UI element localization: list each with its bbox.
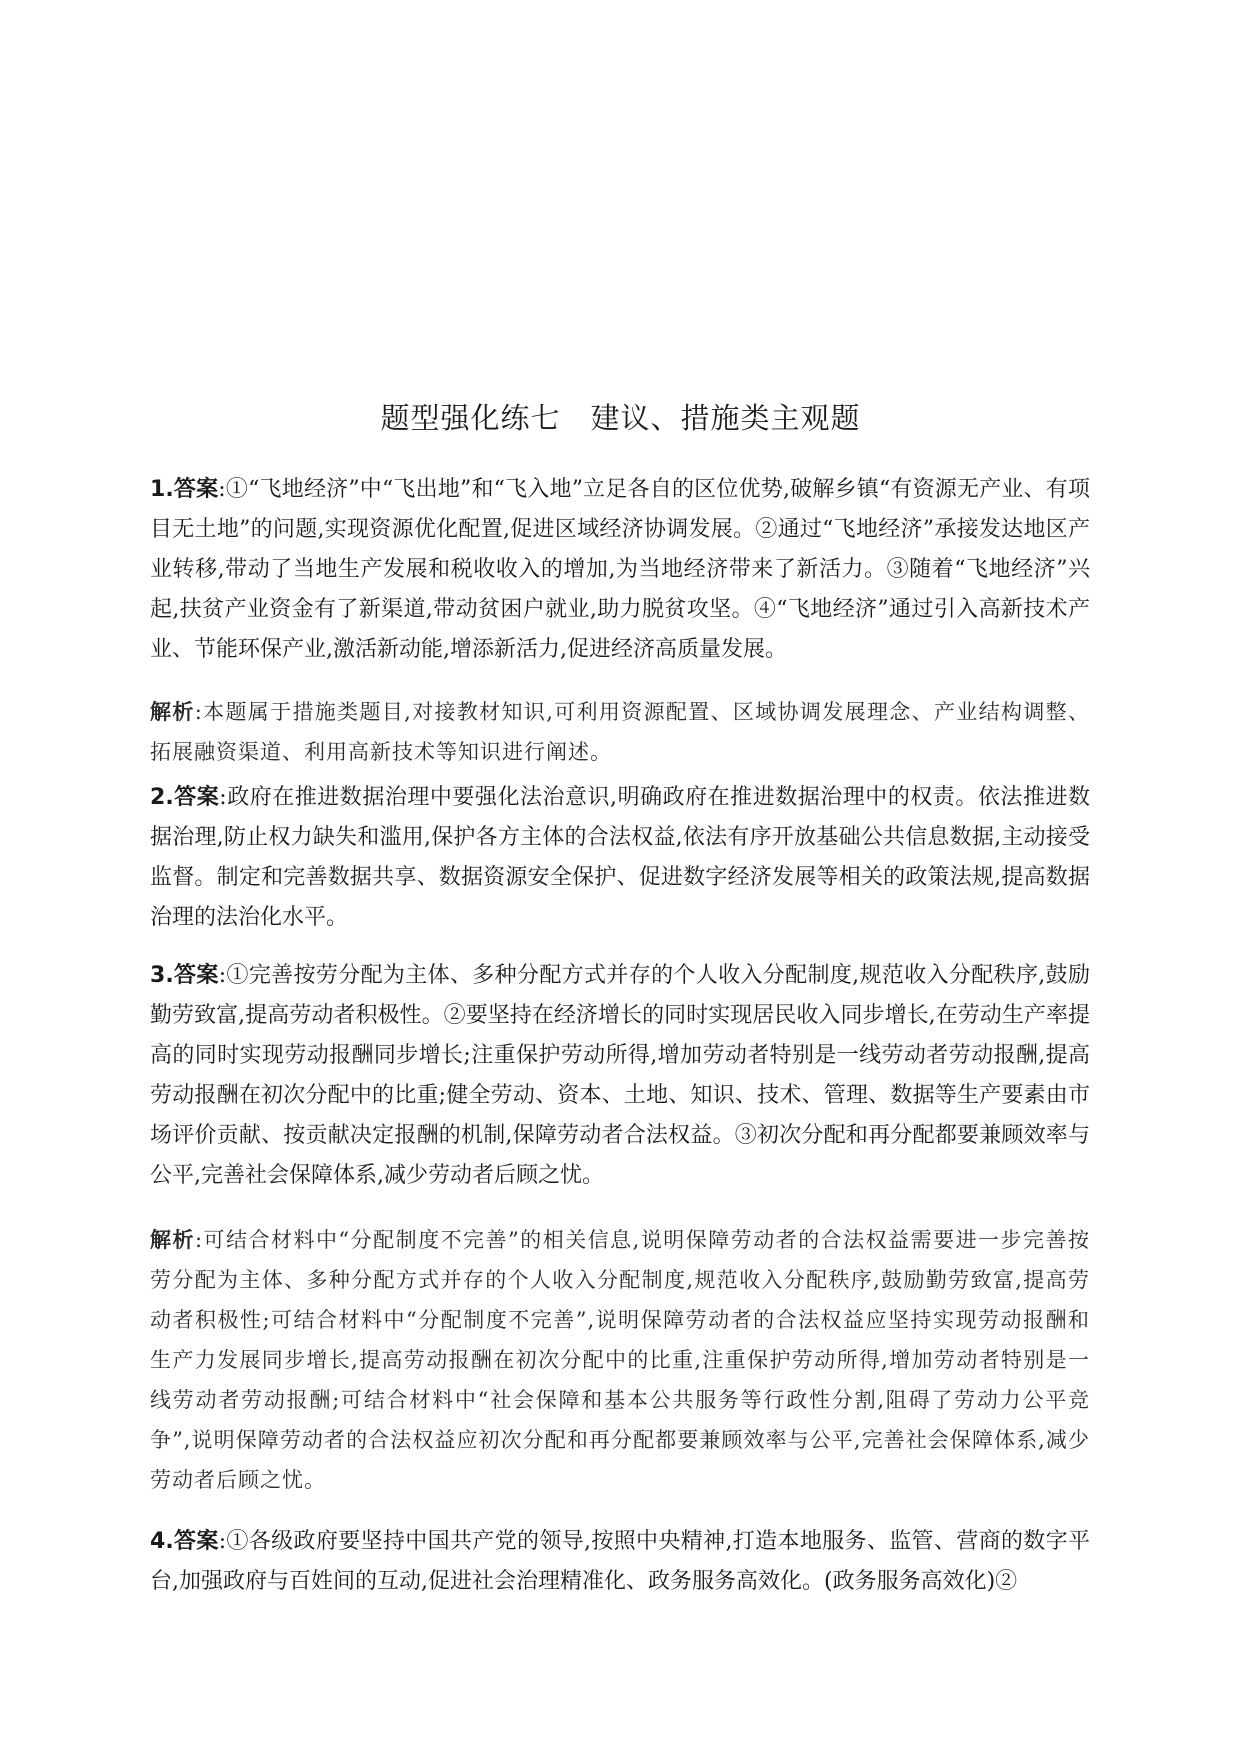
- analysis-1: 解析:本题属于措施类题目,对接教材知识,可利用资源配置、区域协调发展理念、产业结构调整、拓展融资渠道、利用高新技术等知识进行阐述。: [150, 700, 1090, 764]
- answer-label: 答案: [173, 963, 219, 988]
- analysis-3: 解析:可结合材料中“分配制度不完善”的相关信息,说明保障劳动者的合法权益需要进一步完善按劳分配为主体、多种分配方式并存的个人收入分配制度,规范收入分配秩序,鼓励勤劳致富,提高劳动者积极性;可结合材料中“分配制度不完善”,说明保障劳动者的合法权益应坚持实现劳动报酬和生产力发展同步增长,提高劳动报酬在初次分配中的比重,注重保护劳动所得,增加劳动者特别是一线劳动者劳动报酬;可结合材料中“社会保障和基本公共服务等行政性分割,阻碍了劳动力公平竞争”,说明保障劳动者的合法权益应初次分配和再分配都要兼顾效率与公平,完善社会保障体系,减少劳动者后顾之忧。: [150, 1228, 1090, 1492]
- question-number: 1: [150, 477, 166, 502]
- answer-label: 答案: [173, 785, 220, 810]
- answer-4: 4.答案:①各级政府要坚持中国共产党的领导,按照中央精神,打造本地服务、监管、营商的数字平台,加强政府与百姓间的互动,促进社会治理精准化、政务服务高效化。(政务服务高效化)②: [150, 1529, 1090, 1594]
- answer-label: 答案: [173, 477, 219, 502]
- answer-2: 2.答案:政府在推进数据治理中要强化法治意识,明确政府在推进数据治理中的权责。依法推进数据治理,防止权力缺失和滥用,保护各方主体的合法权益,依法有序开放基础公共信息数据,主动接受监督。制定和完善数据共享、数据资源安全保护、促进数字经济发展等相关的政策法规,提高数据治理的法治化水平。: [150, 785, 1090, 930]
- answer-text: 政府在推进数据治理中要强化法治意识,明确政府在推进数据治理中的权责。依法推进数据治理,防止权力缺失和滥用,保护各方主体的合法权益,依法有序开放基础公共信息数据,主动接受监督。制定和完善数据共享、数据资源安全保护、促进数字经济发展等相关的政策法规,提高数据治理的法治化水平。: [150, 785, 1090, 930]
- analysis-label: 解析: [150, 700, 195, 724]
- question-number: 4: [150, 1529, 166, 1554]
- analysis-label: 解析: [150, 1228, 195, 1252]
- answer-1: 1.答案:①“飞地经济”中“飞出地”和“飞入地”立足各自的区位优势,破解乡镇“有资源无产业、有项目无土地”的问题,实现资源优化配置,促进区域经济协调发展。②通过“飞地经济”承接发达地区产业转移,带动了当地生产发展和税收收入的增加,为当地经济带来了新活力。③随着“飞地经济”兴起,扶贫产业资金有了新渠道,带动贫困户就业,助力脱贫攻坚。④“飞地经济”通过引入高新技术产业、节能环保产业,激活新动能,增添新活力,促进经济高质量发展。: [150, 477, 1090, 662]
- answer-3: 3.答案:①完善按劳分配为主体、多种分配方式并存的个人收入分配制度,规范收入分配秩序,鼓励勤劳致富,提高劳动者积极性。②要坚持在经济增长的同时实现居民收入同步增长,在劳动生产率提高的同时实现劳动报酬同步增长;注重保护劳动所得,增加劳动者特别是一线劳动者劳动报酬,提高劳动报酬在初次分配中的比重;健全劳动、资本、土地、知识、技术、管理、数据等生产要素由市场评价贡献、按贡献决定报酬的机制,保障劳动者合法权益。③初次分配和再分配都要兼顾效率与公平,完善社会保障体系,减少劳动者后顾之忧。: [150, 963, 1090, 1188]
- analysis-text: 本题属于措施类题目,对接教材知识,可利用资源配置、区域协调发展理念、产业结构调整、拓展融资渠道、利用高新技术等知识进行阐述。: [150, 700, 1090, 764]
- answer-label: 答案: [173, 1529, 219, 1554]
- answer-text: ①“飞地经济”中“飞出地”和“飞入地”立足各自的区位优势,破解乡镇“有资源无产业、有项目无土地”的问题,实现资源优化配置,促进区域经济协调发展。②通过“飞地经济”承接发达地区产业转移,带动了当地生产发展和税收收入的增加,为当地经济带来了新活力。③随着“飞地经济”兴起,扶贫产业资金有了新渠道,带动贫困户就业,助力脱贫攻坚。④“飞地经济”通过引入高新技术产业、节能环保产业,激活新动能,增添新活力,促进经济高质量发展。: [150, 477, 1090, 662]
- analysis-text: 可结合材料中“分配制度不完善”的相关信息,说明保障劳动者的合法权益需要进一步完善按劳分配为主体、多种分配方式并存的个人收入分配制度,规范收入分配秩序,鼓励勤劳致富,提高劳动者积极性;可结合材料中“分配制度不完善”,说明保障劳动者的合法权益应坚持实现劳动报酬和生产力发展同步增长,提高劳动报酬在初次分配中的比重,注重保护劳动所得,增加劳动者特别是一线劳动者劳动报酬;可结合材料中“社会保障和基本公共服务等行政性分割,阻碍了劳动力公平竞争”,说明保障劳动者的合法权益应初次分配和再分配都要兼顾效率与公平,完善社会保障体系,减少劳动者后顾之忧。: [150, 1228, 1090, 1492]
- page-title: 题型强化练七 建议、措施类主观题: [380, 401, 861, 435]
- answer-text: ①完善按劳分配为主体、多种分配方式并存的个人收入分配制度,规范收入分配秩序,鼓励勤劳致富,提高劳动者积极性。②要坚持在经济增长的同时实现居民收入同步增长,在劳动生产率提高的同时实现劳动报酬同步增长;注重保护劳动所得,增加劳动者特别是一线劳动者劳动报酬,提高劳动报酬在初次分配中的比重;健全劳动、资本、土地、知识、技术、管理、数据等生产要素由市场评价贡献、按贡献决定报酬的机制,保障劳动者合法权益。③初次分配和再分配都要兼顾效率与公平,完善社会保障体系,减少劳动者后顾之忧。: [150, 963, 1090, 1188]
- answer-text: ①各级政府要坚持中国共产党的领导,按照中央精神,打造本地服务、监管、营商的数字平台,加强政府与百姓间的互动,促进社会治理精准化、政务服务高效化。(政务服务高效化)②: [150, 1529, 1090, 1594]
- question-number: 3: [150, 963, 166, 988]
- question-number: 2: [150, 785, 166, 810]
